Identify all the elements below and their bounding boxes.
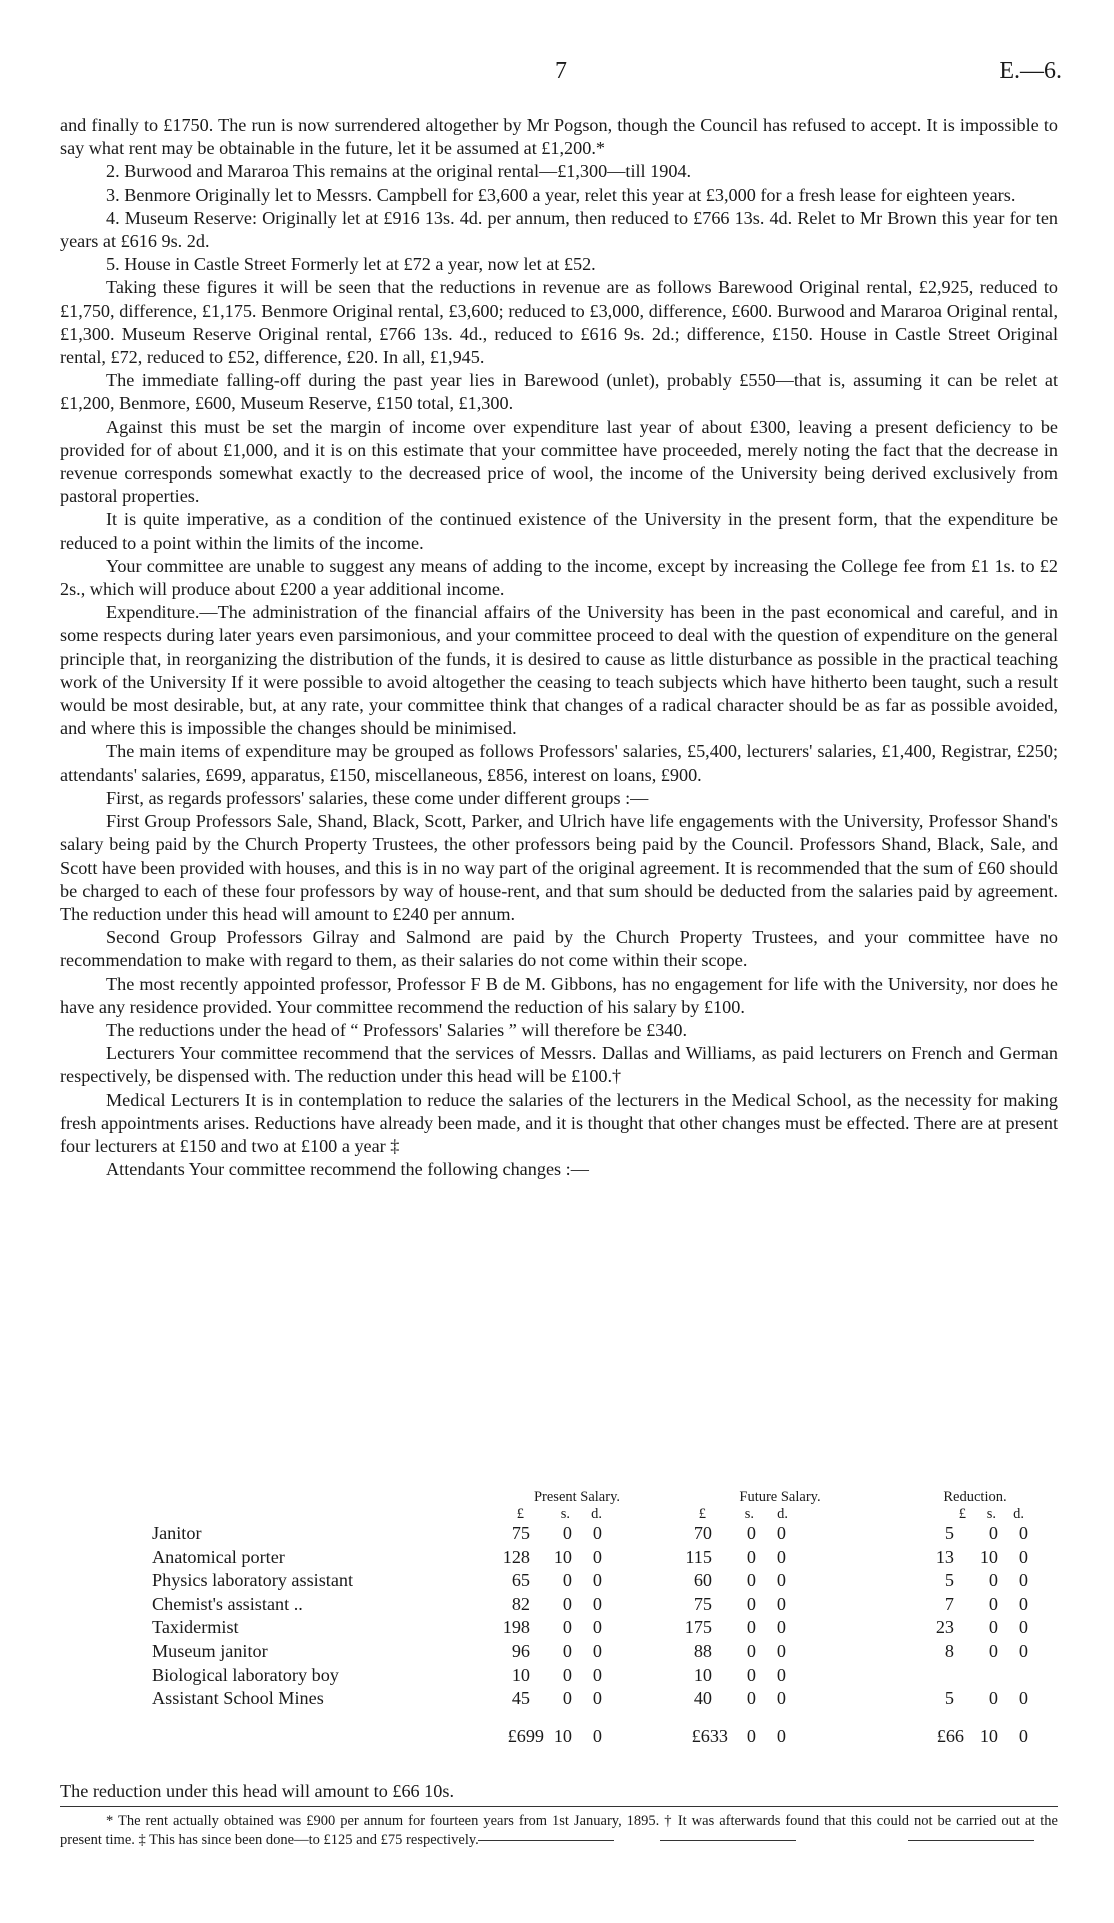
future-pence-cell: 0 — [776, 1523, 786, 1543]
footnotes — [60, 1812, 1058, 1850]
total-present-pence: 0 — [592, 1725, 602, 1746]
present-pounds-cell: 96 — [511, 1640, 530, 1661]
row-label: Taxidermist — [152, 1617, 239, 1638]
present-pounds-cell: 10 — [511, 1664, 530, 1685]
unit-pence: d. — [1013, 1506, 1024, 1522]
future-pence-cell: 0 — [776, 1546, 786, 1567]
unit-pounds: £ — [516, 1506, 524, 1522]
reduction-shillings-cell: 10 — [979, 1546, 998, 1567]
row-label: Janitor — [152, 1523, 202, 1543]
future-pence-cell: 0 — [776, 1617, 786, 1638]
present-pence-cell: 0 — [592, 1570, 602, 1591]
attendants-salary-table — [60, 1488, 1058, 1751]
reduction-pounds-cell: 23 — [935, 1617, 954, 1638]
present-shillings-cell: 0 — [562, 1640, 572, 1661]
table-totals-row — [60, 1725, 1058, 1751]
future-pence-cell: 0 — [776, 1688, 786, 1709]
future-shillings-cell: 0 — [746, 1664, 756, 1685]
reduction-shillings-cell: 0 — [988, 1640, 998, 1661]
reduction-shillings-cell: 0 — [988, 1688, 998, 1709]
unit-shillings: s. — [986, 1506, 996, 1522]
row-label: Biological laboratory boy — [152, 1664, 339, 1685]
future-pounds-cell: 75 — [693, 1593, 712, 1614]
document-reference: E.—6. — [999, 58, 1062, 84]
future-shillings-cell: 0 — [746, 1570, 756, 1591]
present-pence-cell: 0 — [592, 1664, 602, 1685]
present-pounds-cell: 75 — [511, 1523, 530, 1543]
present-pence-cell: 0 — [592, 1546, 602, 1567]
future-shillings-cell: 0 — [746, 1523, 756, 1543]
future-pounds-cell: 88 — [693, 1640, 712, 1661]
reduction-pence-cell: 0 — [1018, 1546, 1028, 1567]
future-pounds-cell: 40 — [693, 1688, 712, 1709]
total-future-pence: 0 — [776, 1725, 786, 1746]
present-pence-cell: 0 — [592, 1617, 602, 1638]
page-number: 7 — [555, 58, 567, 84]
total-future-pounds: £633 — [691, 1725, 728, 1746]
reduction-pounds-cell: 7 — [944, 1593, 954, 1614]
column-header-present: Present Salary. — [533, 1489, 621, 1505]
present-shillings-cell: 0 — [562, 1570, 572, 1591]
paragraph: Expenditure.—The administration of the financial affairs of the University has been in the past economical and careful, and in some respects during later years even parsimonious, and your committee proceed to deal with the question of expenditure on the general principle that, in reorganizing the distribution of the funds, it is desired to cause as little disturbance as possible in the practical teaching work of the University If it were possible to avoid altogether the ceasing to teach subjects which have hitherto been taught, such a result would be most desirable, but, at any rate, your committee think that changes of a radical character should be as far as possible avoided, and where this is impossible the changes should be minimised. — [60, 602, 1058, 739]
reduction-pounds-cell: 8 — [944, 1640, 954, 1661]
total-reduction-pence: 0 — [1018, 1725, 1028, 1746]
future-pence-cell: 0 — [776, 1593, 786, 1614]
row-label: Anatomical porter — [152, 1546, 285, 1567]
present-shillings-cell: 0 — [562, 1688, 572, 1709]
column-header-reduction: Reduction. — [943, 1489, 1007, 1505]
present-shillings-cell: 0 — [562, 1617, 572, 1638]
present-pence-cell: 0 — [592, 1640, 602, 1661]
future-shillings-cell: 0 — [746, 1640, 756, 1661]
paragraph: The reductions under the head of “ Professors' Salaries ” will therefore be £340. — [106, 1019, 688, 1040]
paragraph: It is quite imperative, as a condition of the continued existence of the University in the present form, that the expenditure be reduced to a point within the limits of the income. — [60, 509, 1058, 553]
paragraph: Lecturers Your committee recommend that the services of Messrs. Dallas and Williams, as paid lecturers on French and German respectively, be dispensed with. The reduction under this head will be £100.† — [60, 1043, 1058, 1087]
row-label: Assistant School Mines — [152, 1688, 324, 1709]
future-shillings-cell: 0 — [746, 1617, 756, 1638]
table-row — [60, 1687, 1058, 1711]
total-future-shillings: 0 — [746, 1725, 756, 1746]
reduction-shillings-cell: 0 — [988, 1523, 998, 1543]
paragraph: 3. Benmore Originally let to Messrs. Campbell for £3,600 a year, relet this year at £3,000 for a fresh lease for eighteen years. — [106, 184, 1016, 205]
total-present-shillings: 10 — [553, 1725, 572, 1746]
future-shillings-cell: 0 — [746, 1688, 756, 1709]
paragraph: The main items of expenditure may be grouped as follows Professors' salaries, £5,400, lecturers' salaries, £1,400, Registrar, £250; attendants' salaries, £699, apparatus, £150, miscellaneous, £856, interest on loans, £900. — [60, 741, 1058, 785]
table-row — [60, 1522, 1058, 1546]
body-text — [60, 114, 1058, 1181]
present-pounds-cell: 45 — [511, 1688, 530, 1709]
paragraph: Against this must be set the margin of income over expenditure last year of about £300, leaving a present deficiency to be provided for of about £1,000, and it is on this estimate that your committee have proceeded, merely noting the fact that the decrease in revenue corresponds somewhat exactly to the decreased price of wool, the income of the University being derived exclusively from pastoral properties. — [60, 416, 1058, 507]
unit-shillings: s. — [560, 1506, 570, 1522]
reduction-pounds-cell: 5 — [944, 1523, 954, 1543]
present-pounds-cell: 128 — [502, 1546, 530, 1567]
closing-line: The reduction under this head will amount to £66 10s. — [60, 1781, 454, 1801]
future-shillings-cell: 0 — [746, 1546, 756, 1567]
present-pounds-cell: 65 — [511, 1570, 530, 1591]
total-present-pounds: £699 — [507, 1725, 544, 1746]
table-row — [60, 1569, 1058, 1593]
reduction-pounds-cell: 5 — [944, 1688, 954, 1709]
table-body — [60, 1522, 1058, 1711]
future-pence-cell: 0 — [776, 1664, 786, 1685]
reduction-shillings-cell: 0 — [988, 1570, 998, 1591]
reduction-shillings-cell: 0 — [988, 1593, 998, 1614]
reduction-pence-cell: 0 — [1018, 1593, 1028, 1614]
reduction-pence-cell: 0 — [1018, 1617, 1028, 1638]
paragraph: Your committee are unable to suggest any means of adding to the income, except by increasing the College fee from £1 1s. to £2 2s., which will produce about £200 a year additional income. — [60, 555, 1058, 600]
footnote-text: * The rent actually obtained was £900 per annum for fourteen years from 1st January, 1895. † It was afterwards found that this could not be carried out at the present time. ‡ This has since been done—to £125 and £75 respectively. — [60, 1813, 1058, 1848]
unit-pence: d. — [591, 1506, 602, 1522]
reduction-pence-cell: 0 — [1018, 1640, 1028, 1661]
table-row — [60, 1593, 1058, 1617]
paragraph: Attendants Your committee recommend the following changes :— — [106, 1159, 589, 1180]
paragraph: First, as regards professors' salaries, these come under different groups :— — [106, 787, 649, 808]
present-shillings-cell: 0 — [562, 1664, 572, 1685]
paragraph: Taking these figures it will be seen that the reductions in revenue are as follows Barewood Original rental, £2,925, reduced to £1,750, difference, £1,175. Benmore Original rental, £3,600; reduced to £3,000, difference, £600. Burwood and Mararoa Original rental, £1,300. Museum Reserve Original rental, £766 13s. 4d., reduced to £616 9s. 2d.; difference, £150. House in Castle Street Original rental, £72, reduced to £52, difference, £20. In all, £1,945. — [60, 277, 1058, 368]
reduction-pence-cell: 0 — [1018, 1688, 1028, 1709]
paragraph: 4. Museum Reserve: Originally let at £916 13s. 4d. per annum, then reduced to £766 13s. 4d. Relet to Mr Brown this year for ten years at £616 9s. 2d. — [60, 207, 1058, 252]
unit-pounds: £ — [698, 1506, 706, 1522]
row-label: Chemist's assistant .. — [152, 1593, 303, 1614]
unit-shillings: s. — [744, 1506, 754, 1522]
present-pounds-cell: 198 — [502, 1617, 530, 1638]
present-shillings-cell: 10 — [553, 1546, 572, 1567]
present-pence-cell: 0 — [592, 1523, 602, 1543]
reduction-pence-cell: 0 — [1018, 1570, 1028, 1591]
paragraph: First Group Professors Sale, Shand, Black, Scott, Parker, and Ulrich have life engagements with the University, Professor Shand's salary being paid by the Church Property Trustees, the other professors being paid by the Council. Professors Shand, Black, Sale, and Scott have been provided with houses, and this is in no way part of the original agreement. It is recommended that the sum of £60 should be charged to each of these four professors by way of house-rent, and that sum should be deducted from the salaries paid by agreement. The reduction under this head will amount to £240 per annum. — [60, 811, 1058, 924]
paragraph: The immediate falling-off during the past year lies in Barewood (unlet), probably £550—that is, assuming it can be relet at £1,200, Benmore, £600, Museum Reserve, £150 total, £1,300. — [60, 370, 1058, 414]
unit-pence: d. — [777, 1506, 788, 1522]
unit-pounds: £ — [958, 1506, 966, 1522]
footnote-rule — [60, 1806, 1058, 1807]
future-pounds-cell: 10 — [693, 1664, 712, 1685]
present-pence-cell: 0 — [592, 1688, 602, 1709]
present-pounds-cell: 82 — [511, 1593, 530, 1614]
future-pounds-cell: 60 — [693, 1570, 712, 1591]
table-row — [60, 1546, 1058, 1570]
present-shillings-cell: 0 — [562, 1523, 572, 1543]
table-unit-row — [60, 1506, 1058, 1522]
future-pounds-cell: 115 — [685, 1546, 712, 1567]
table-row — [60, 1640, 1058, 1664]
table-row — [60, 1616, 1058, 1640]
total-reduction-pounds: £66 — [936, 1725, 964, 1746]
table-row — [60, 1664, 1058, 1688]
future-pence-cell: 0 — [776, 1640, 786, 1661]
reduction-pounds-cell: 13 — [935, 1546, 954, 1567]
total-reduction-shillings: 10 — [979, 1725, 998, 1746]
reduction-pounds-cell: 5 — [944, 1570, 954, 1591]
future-shillings-cell: 0 — [746, 1593, 756, 1614]
reduction-shillings-cell: 0 — [988, 1617, 998, 1638]
present-pence-cell: 0 — [592, 1593, 602, 1614]
column-header-future: Future Salary. — [739, 1489, 821, 1505]
page-header — [60, 58, 1062, 92]
future-pounds-cell: 175 — [684, 1617, 712, 1638]
paragraph: The most recently appointed professor, Professor F B de M. Gibbons, has no engagement for life with the University, nor does he have any residence provided. Your committee recommend the reduction of his salary by £100. — [60, 973, 1058, 1017]
paragraph: 2. Burwood and Mararoa This remains at the original rental—£1,300—till 1904. — [106, 161, 692, 182]
paragraph: Medical Lecturers It is in contemplation to reduce the salaries of the lecturers in the Medical School, as the necessity for making fresh appointments arises. Reductions have already been made, and it is thought that other changes must be effected. There are at present four lecturers at £150 and two at £100 a year ‡ — [60, 1089, 1058, 1156]
row-label: Museum janitor — [152, 1640, 268, 1661]
table-column-headers — [60, 1488, 1058, 1506]
present-shillings-cell: 0 — [562, 1593, 572, 1614]
paragraph: 5. House in Castle Street Formerly let at £72 a year, now let at £52. — [106, 254, 596, 275]
future-pounds-cell: 70 — [693, 1523, 712, 1543]
row-label: Physics laboratory assistant — [152, 1570, 354, 1591]
paragraph: Second Group Professors Gilray and Salmond are paid by the Church Property Trustees, and your committee have no recommendation to make with regard to them, as their salaries do not come within their scope. — [60, 927, 1058, 971]
future-pence-cell: 0 — [776, 1570, 786, 1591]
paragraph: and finally to £1750. The run is now surrendered altogether by Mr Pogson, though the Council has refused to accept. It is impossible to say what rent may be obtainable in the future, let it be assumed at £1,200.* — [60, 115, 1058, 159]
reduction-pence-cell: 0 — [1018, 1523, 1028, 1543]
